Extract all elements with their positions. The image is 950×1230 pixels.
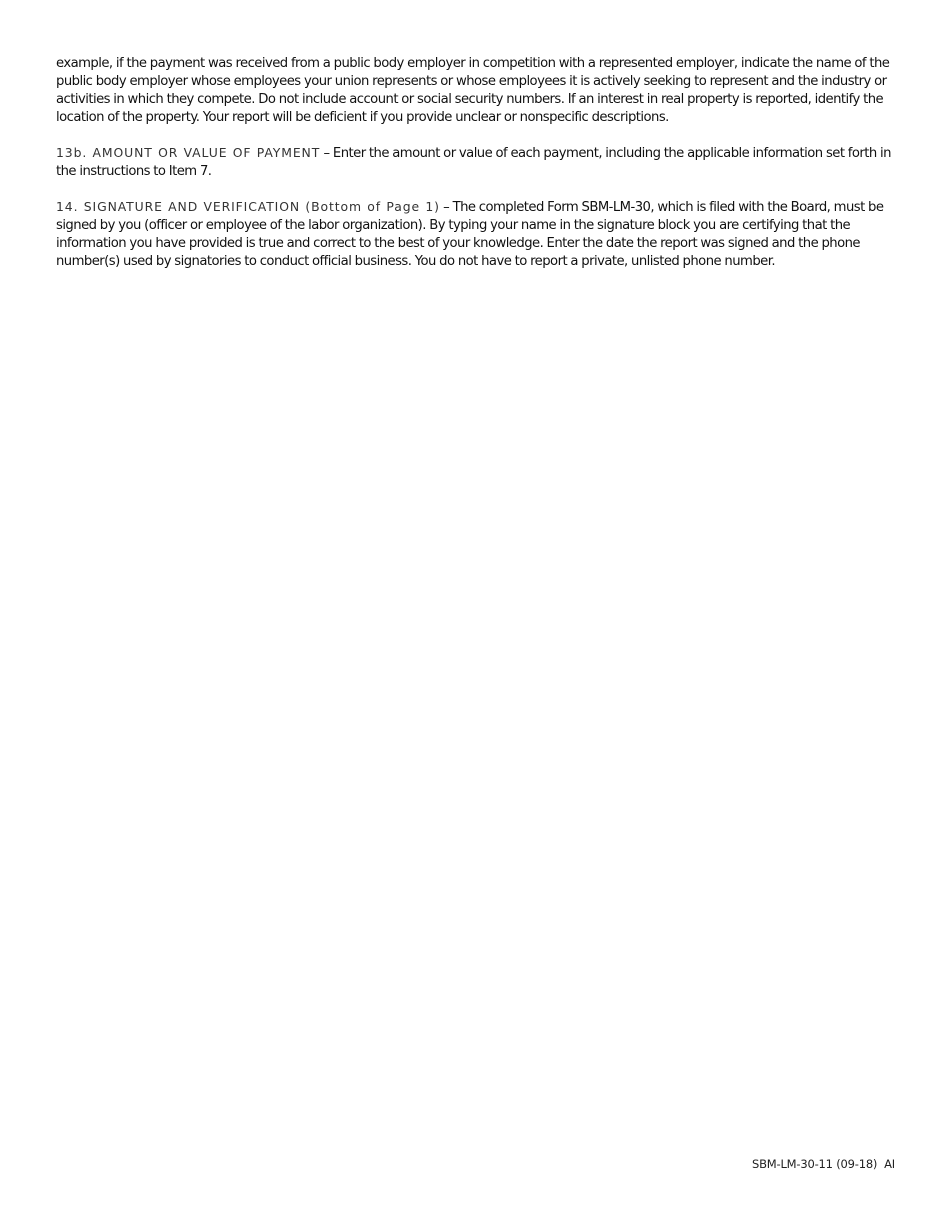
section-heading-13b: 13b. AMOUNT OR VALUE OF PAYMENT [56, 145, 321, 160]
instruction-paragraph-continued [56, 55, 896, 127]
paragraph-text: example, if the payment was received from a public body employer in competition with a represented employer, indicate the name of the public body employer whose employees your union represents or whose employees it is actively seeking to represent and the industry or activities in which they compete. Do not include account or social security numbers. If an interest in real property is reported, identify the location of the property. Your report will be deficient if you provide unclear or nonspecific descriptions. [56, 56, 890, 125]
section-subheading-14: (Bottom of Page 1) [300, 199, 440, 214]
document-body [56, 55, 896, 288]
form-footer-id: SBM-LM-30-11 (09-18) AI [752, 1157, 895, 1171]
paragraph-text: – The completed Form SBM-LM-30, which is filed with the Board, must be signed by you (officer or employee of the labor organization). By typing your name in the signature block you are certifying that the information you have provided is true and correct to the best of your knowledge. Enter the date the report was signed and the phone number(s) used by signatories to conduct official business. You do not have to report a private, unlisted phone number. [56, 200, 884, 269]
paragraph-text: – Enter the amount or value of each payment, including the applicable information set forth in the instructions to Item 7. [56, 146, 891, 179]
section-heading-14: 14. SIGNATURE AND VERIFICATION [56, 199, 301, 214]
instruction-paragraph-14 [56, 198, 896, 271]
instruction-paragraph-13b [56, 144, 896, 181]
